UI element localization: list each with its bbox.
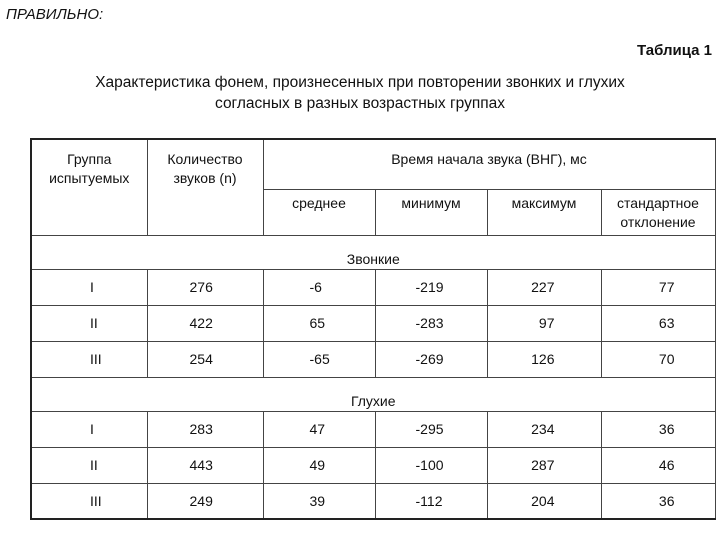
cell-mean: 65 (263, 305, 375, 341)
cell-min: -219 (375, 269, 487, 305)
cell-max: 204 (487, 483, 601, 519)
cell-max: 97 (487, 305, 601, 341)
cell-group: I (31, 269, 147, 305)
table-row (31, 411, 715, 447)
cell-min: -100 (375, 447, 487, 483)
table-row (31, 483, 715, 519)
data-table (30, 138, 716, 520)
cell-min: -283 (375, 305, 487, 341)
table-row (31, 341, 715, 377)
cell-group: I (31, 411, 147, 447)
cell-max: 234 (487, 411, 601, 447)
cell-count: 254 (147, 341, 263, 377)
table-number: Таблица 1 (636, 42, 712, 59)
cell-mean: 39 (263, 483, 375, 519)
cell-min: -269 (375, 341, 487, 377)
header-max: максимум (487, 189, 601, 235)
cell-count: 276 (147, 269, 263, 305)
correct-label: ПРАВИЛЬНО: (6, 6, 104, 23)
cell-group: II (31, 447, 147, 483)
header-group (31, 139, 147, 235)
table-row (31, 447, 715, 483)
cell-sd: 70 (601, 341, 715, 377)
cell-max: 227 (487, 269, 601, 305)
cell-mean: 47 (263, 411, 375, 447)
cell-group: III (31, 483, 147, 519)
header-count (147, 139, 263, 235)
cell-sd: 46 (601, 447, 715, 483)
cell-min: -112 (375, 483, 487, 519)
header-count-line1: Количество (167, 151, 243, 167)
cell-mean: -6 (263, 269, 375, 305)
cell-count: 443 (147, 447, 263, 483)
cell-sd: 63 (601, 305, 715, 341)
caption-line-2: согласных в разных возрастных группах (215, 95, 505, 112)
cell-count: 422 (147, 305, 263, 341)
table-row (31, 305, 715, 341)
cell-min: -295 (375, 411, 487, 447)
header-min: минимум (375, 189, 487, 235)
cell-count: 283 (147, 411, 263, 447)
header-sd (601, 189, 715, 235)
cell-sd: 36 (601, 483, 715, 519)
cell-group: III (31, 341, 147, 377)
caption-line-1: Характеристика фонем, произнесенных при повторении звонких и глухих (95, 74, 625, 91)
cell-max: 287 (487, 447, 601, 483)
cell-max: 126 (487, 341, 601, 377)
section-title-voiceless: Глухие (31, 377, 715, 411)
header-sd-line2: отклонение (620, 213, 696, 230)
cell-sd: 77 (601, 269, 715, 305)
header-vot: Время начала звука (ВНГ), мс (263, 139, 715, 189)
header-count-line2: звуков (n) (173, 170, 237, 186)
header-group-line2: испытуемых (49, 170, 130, 186)
cell-mean: -65 (263, 341, 375, 377)
header-group-line1: Группа (67, 151, 112, 167)
header-sd-line1: стандартное (617, 194, 699, 211)
cell-mean: 49 (263, 447, 375, 483)
cell-group: II (31, 305, 147, 341)
cell-count: 249 (147, 483, 263, 519)
section-title-voiced: Звонкие (31, 235, 715, 269)
header-mean: среднее (263, 189, 375, 235)
table-caption (0, 72, 720, 114)
table-row (31, 269, 715, 305)
cell-sd: 36 (601, 411, 715, 447)
